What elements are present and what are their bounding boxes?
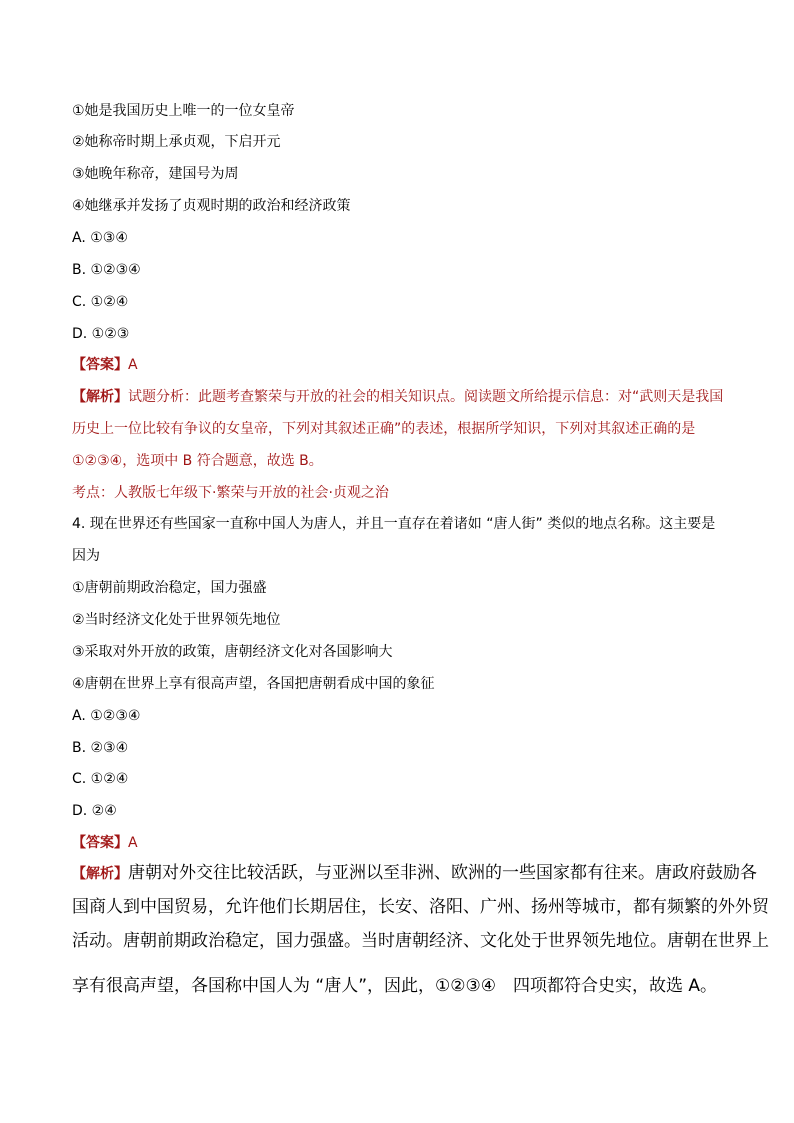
q3-analysis-line-3: ①②③④，选项中 B 符合题意，故选 B。 [72,453,323,469]
q4-option-b: B. ②③④ [72,740,129,756]
analysis-tag: 【解析】 [72,389,128,405]
q4-analysis-line-2: 国商人到中国贸易，允许他们长期居住，长安、洛阳、广州、扬州等城市，都有频繁的外外贸 [72,897,769,917]
q4-stem-line-1: 4. 现在世界还有些国家一直称中国人为唐人，并且一直存在着诸如 “唐人街” 类似的地点名称。这主要是 [72,516,716,532]
q4-statement-4: ④唐朝在世界上享有很高声望，各国把唐朝看成中国的象征 [72,676,435,692]
q4-analysis-line-1 [72,862,757,885]
q3-option-c: C. ①②④ [72,294,129,310]
q4-statement-3: ③采取对外开放的政策，唐朝经济文化对各国影响大 [72,644,393,660]
q3-statement-4: ④她继承并发扬了贞观时期的政治和经济政策 [72,198,351,214]
q3-statement-2: ②她称帝时期上承贞观，下启开元 [72,134,281,150]
q4-option-d: D. ②④ [72,803,117,819]
q3-analysis-line-2: 历史上一位比较有争议的女皇帝，下列对其叙述正确”的表述，根据所学知识，下列对其叙述正确的是 [72,421,696,437]
q4-stem-line-2: 因为 [72,548,100,564]
q3-statement-3: ③她晚年称帝，建国号为周 [72,166,239,182]
q3-analysis-line-1 [72,388,723,406]
q4-statement-1: ①唐朝前期政治稳定，国力强盛 [72,580,267,596]
q3-statement-1: ①她是我国历史上唯一的一位女皇帝 [72,103,295,119]
q3-answer [72,356,138,374]
answer-tag: 【答案】 [72,835,128,851]
answer-value: A [128,357,138,373]
q4-option-c: C. ①②④ [72,771,129,787]
analysis-text: 试题分析：此题考查繁荣与开放的社会的相关知识点。阅读题文所给提示信息：对“武则天是我国 [128,389,724,405]
answer-value: A [128,835,138,851]
q3-option-d: D. ①②③ [72,326,130,342]
q3-kaodian: 考点：人教版七年级下·繁荣与开放的社会·贞观之治 [72,485,389,501]
q4-analysis-line-4: 享有很高声望，各国称中国人为 “唐人”，因此，①②③④ 四项都符合史实，故选 A。 [72,976,718,996]
q4-answer [72,834,138,852]
analysis-text: 唐朝对外交往比较活跃，与亚洲以至非洲、欧洲的一些国家都有往来。唐政府鼓励各 [128,863,757,883]
analysis-tag: 【解析】 [72,866,128,882]
q3-option-a: A. ①③④ [72,230,128,246]
q4-analysis-line-3: 活动。唐朝前期政治稳定，国力强盛。当时唐朝经济、文化处于世界领先地位。唐朝在世界上 [72,931,769,951]
q3-option-b: B. ①②③④ [72,262,141,278]
answer-tag: 【答案】 [72,357,128,373]
q4-option-a: A. ①②③④ [72,708,141,724]
q4-statement-2: ②当时经济文化处于世界领先地位 [72,612,281,628]
